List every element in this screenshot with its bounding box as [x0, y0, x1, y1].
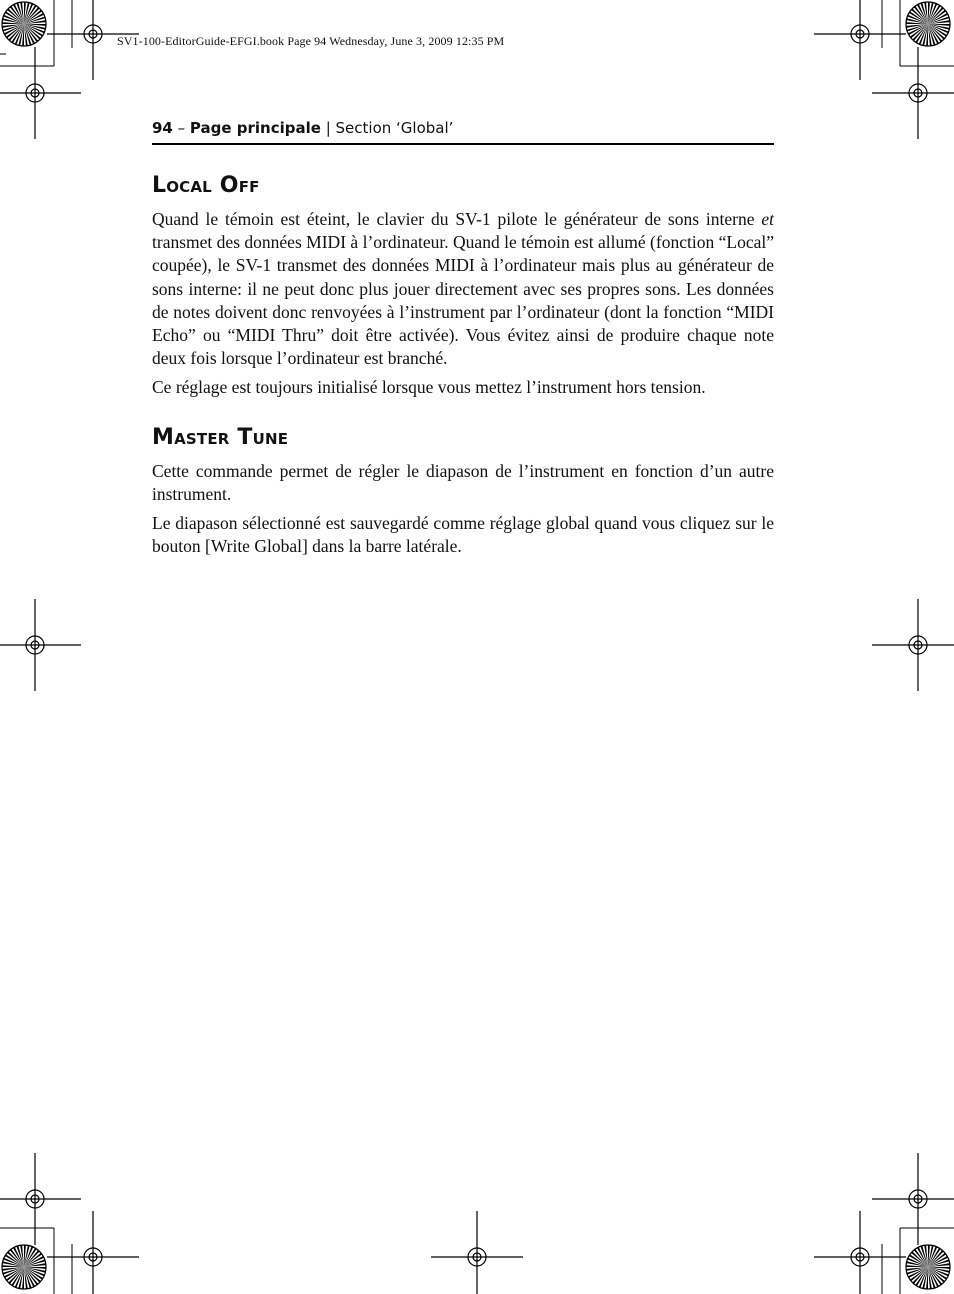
registration-mark — [814, 1211, 906, 1294]
registration-mark — [431, 1211, 523, 1294]
section-local-off — [152, 172, 774, 400]
registration-mark — [0, 47, 81, 139]
registration-mark — [0, 599, 81, 691]
page-content — [152, 172, 774, 564]
header-dash: – — [172, 119, 190, 137]
section-master-tune — [152, 424, 774, 559]
emphasis-text: et — [761, 209, 774, 229]
section-title: Section ‘Global’ — [335, 119, 454, 137]
paragraph — [152, 208, 774, 370]
print-slug: SV1-100-EditorGuide-EFGI.book Page 94 Wednesday, June 3, 2009 12:35 PM — [117, 34, 505, 48]
registration-mark — [872, 599, 954, 691]
section-heading: Local Off — [152, 173, 260, 198]
page-number: 94 — [152, 119, 173, 137]
paragraph-text: Quand le témoin est éteint, le clavier du SV-1 pilote le générateur de sons interne — [152, 209, 762, 229]
paragraph: Cette commande permet de régler le diapason de l’instrument en fonction d’un autre instrument. — [152, 460, 774, 504]
star-target — [2, 1245, 46, 1289]
star-target — [906, 1245, 950, 1289]
paragraph: Ce réglage est toujours initialisé lorsque vous mettez l’instrument hors tension. — [152, 377, 706, 398]
chapter-title: Page principale — [189, 119, 321, 137]
header-separator: | — [320, 119, 336, 137]
registration-mark — [47, 1211, 139, 1294]
star-target — [2, 2, 46, 46]
registration-mark — [872, 47, 954, 139]
running-header — [152, 119, 774, 145]
paragraph: Le diapason sélectionné est sauvegardé comme réglage global quand vous cliquez sur le bouton [Write Global] dans la barre latérale. — [152, 513, 774, 557]
paragraph-text: transmet des données MIDI à l’ordinateur. Quand le témoin est allumé (fonction “Local” coupée), le SV-1 transmet des données MIDI à l’ordinateur mais plus au générateur de sons interne: il ne peut donc plus jouer directement avec ses propres sons. Les données de notes doivent donc renvoyées à l’instrument par l’ordinateur (dont la fonction “MIDI Echo” ou “MIDI Thru” doit être activée). Vous évitez ainsi de produire chaque note deux fois lorsque l’ordinateur est branché. — [152, 232, 774, 369]
star-target — [906, 2, 950, 46]
section-heading: Master Tune — [152, 424, 289, 450]
registration-mark — [0, 1153, 81, 1245]
registration-mark — [872, 1153, 954, 1245]
registration-mark — [814, 0, 906, 80]
